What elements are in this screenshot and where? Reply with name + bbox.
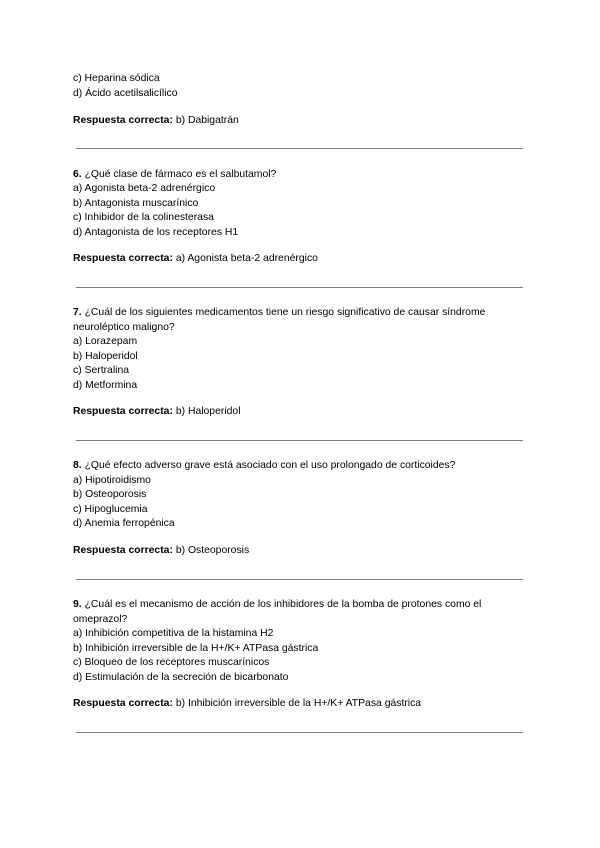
answer-line [73, 252, 318, 266]
answer-label: Respuesta correcta: [73, 115, 173, 126]
question-text: ¿Qué efecto adverso grave está asociado con el uso prolongado de corticoides? [84, 460, 456, 471]
separator-rule [76, 148, 523, 149]
question-text: ¿Qué clase de fármaco es el salbutamol? [84, 169, 277, 180]
answer-label: Respuesta correcta: [73, 406, 173, 417]
option-d: d) Metformina [73, 380, 138, 391]
question-9-text-cont: omeprazol? [73, 614, 128, 625]
question-7-text-cont: neuroléptico maligno? [73, 322, 175, 333]
answer-label: Respuesta correcta: [73, 698, 173, 709]
answer-value: b) Osteoporosis [175, 545, 250, 556]
answer-line [73, 544, 249, 558]
answer-label: Respuesta correcta: [73, 545, 173, 556]
separator-rule [76, 287, 523, 288]
option-c: c) Sertralina [73, 365, 130, 376]
separator-rule [76, 579, 523, 580]
option-c: c) Hipoglucemia [73, 504, 148, 515]
option-d: d) Anemia ferropénica [73, 518, 175, 529]
question-7-text [73, 306, 485, 320]
option-d: d) Antagonista de los receptores H1 [73, 227, 239, 238]
question-text: ¿Cuál es el mecanismo de acción de los inhibidores de la bomba de protones como el [84, 599, 482, 610]
answer-value: a) Agonista beta-2 adrenérgico [175, 253, 318, 264]
question-text: ¿Cuál de los siguientes medicamentos tiene un riesgo significativo de causar síndrome [84, 307, 486, 318]
answer-value: b) Inhibición irreversible de la H+/K+ ATPasa gástrica [175, 698, 422, 709]
option-b: b) Osteoporosis [73, 489, 147, 500]
answer-value: b) Haloperidol [175, 406, 241, 417]
question-number: 9. [73, 599, 82, 610]
question-9-text [73, 598, 481, 612]
option-a: a) Agonista beta-2 adrenérgico [73, 183, 216, 194]
option-b: b) Haloperidol [73, 351, 138, 362]
option-c: c) Bloqueo de los receptores muscarínicos [73, 657, 270, 668]
answer-line [73, 405, 241, 419]
separator-rule [76, 732, 523, 733]
option-d: d) Estimulación de la secreción de bicarbonato [73, 672, 289, 683]
option-a: a) Inhibición competitiva de la histamina H2 [73, 628, 274, 639]
separator-rule [76, 440, 523, 441]
option-a: a) Hipotiroidismo [73, 475, 151, 486]
option-b: b) Inhibición irreversible de la H+/K+ ATPasa gástrica [73, 643, 319, 654]
answer-value: b) Dabigatrán [175, 115, 239, 126]
option-a: a) Lorazepam [73, 336, 138, 347]
option-d: d) Ácido acetilsalicílico [73, 88, 178, 99]
answer-line [73, 114, 239, 128]
question-number: 8. [73, 460, 82, 471]
answer-label: Respuesta correcta: [73, 253, 173, 264]
answer-line [73, 697, 421, 711]
question-number: 7. [73, 307, 82, 318]
option-b: b) Antagonista muscarínico [73, 198, 199, 209]
option-c: c) Heparina sódica [73, 73, 160, 84]
question-6-text [73, 168, 276, 182]
option-c: c) Inhibidor de la colinesterasa [73, 212, 214, 223]
question-8-text [73, 459, 455, 473]
question-number: 6. [73, 169, 82, 180]
